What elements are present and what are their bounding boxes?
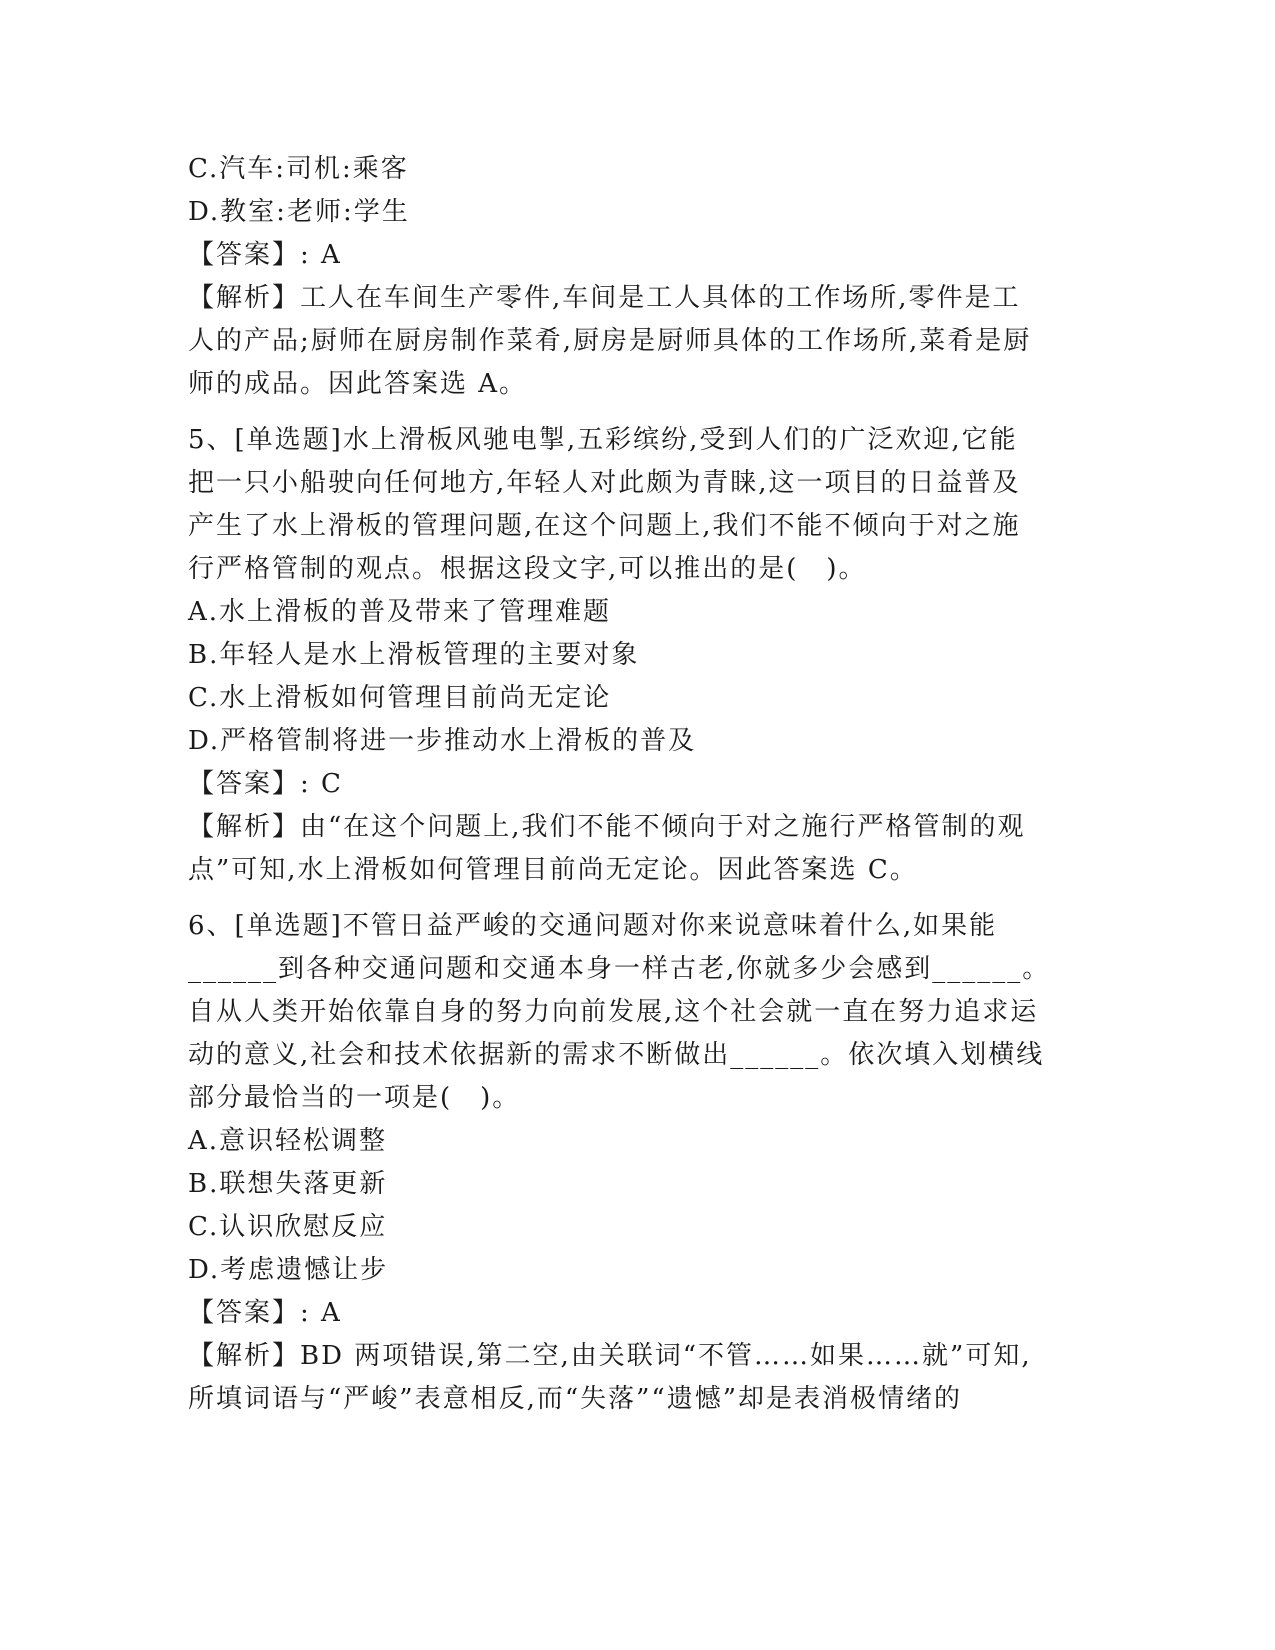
analysis-line: 所填词语与“严峻”表意相反,而“失落”“遗憾”却是表消极情绪的 bbox=[188, 1384, 963, 1414]
question-stem-line: 把一只小船驶向任何地方,年轻人对此颇为青睐,这一项目的日益普及 bbox=[188, 468, 1021, 498]
answer: 【答案】: A bbox=[188, 1298, 342, 1328]
question-stem-line: 6、[单选题]不管日益严峻的交通问题对你来说意味着什么,如果能 bbox=[188, 911, 998, 941]
option-d: D.严格管制将进一步推动水上滑板的普及 bbox=[188, 726, 697, 756]
question-6 bbox=[188, 905, 1088, 1421]
option-a: A.意识轻松调整 bbox=[188, 1126, 388, 1156]
analysis-line: 人的产品;厨师在厨房制作菜肴,厨房是厨师具体的工作场所,菜肴是厨 bbox=[188, 326, 1032, 356]
analysis-line: 【解析】由“在这个问题上,我们不能不倾向于对之施行严格管制的观 bbox=[188, 812, 1026, 842]
question-stem-line: 部分最恰当的一项是( )。 bbox=[188, 1083, 521, 1113]
document-page bbox=[188, 148, 1088, 1421]
analysis-line: 师的成品。因此答案选 A。 bbox=[188, 369, 528, 399]
answer: 【答案】: C bbox=[188, 769, 343, 799]
option-d: D.教室:老师:学生 bbox=[188, 197, 410, 227]
option-b: B.年轻人是水上滑板管理的主要对象 bbox=[188, 640, 640, 670]
analysis-line: 【解析】BD 两项错误,第二空,由关联词“不管……如果……就”可知, bbox=[188, 1341, 1032, 1371]
option-b: B.联想失落更新 bbox=[188, 1169, 388, 1199]
option-c: C.认识欣慰反应 bbox=[188, 1212, 388, 1242]
question-stem-line: 行严格管制的观点。根据这段文字,可以推出的是( )。 bbox=[188, 554, 867, 584]
question-stem-line: 5、[单选题]水上滑板风驰电掣,五彩缤纷,受到人们的广泛欢迎,它能 bbox=[188, 425, 1018, 455]
question-5 bbox=[188, 419, 1088, 892]
option-c: C.水上滑板如何管理目前尚无定论 bbox=[188, 683, 612, 713]
analysis-line: 点”可知,水上滑板如何管理目前尚无定论。因此答案选 C。 bbox=[188, 855, 918, 885]
analysis-line: 【解析】工人在车间生产零件,车间是工人具体的工作场所,零件是工 bbox=[188, 283, 1021, 313]
question-stem-line: 产生了水上滑板的管理问题,在这个问题上,我们不能不倾向于对之施 bbox=[188, 511, 1021, 541]
option-c: C.汽车:司机:乘客 bbox=[188, 154, 409, 184]
prev-question-tail bbox=[188, 148, 1088, 406]
question-stem-line: 动的意义,社会和技术依据新的需求不断做出______。依次填入划横线 bbox=[188, 1040, 1045, 1070]
question-stem-line: ______到各种交通问题和交通本身一样古老,你就多少会感到______。 bbox=[188, 954, 1051, 984]
spacer bbox=[188, 406, 1088, 419]
question-stem-line: 自从人类开始依靠自身的努力向前发展,这个社会就一直在努力追求运 bbox=[188, 997, 1039, 1027]
spacer bbox=[188, 892, 1088, 905]
option-a: A.水上滑板的普及带来了管理难题 bbox=[188, 597, 612, 627]
option-d: D.考虑遗憾让步 bbox=[188, 1255, 389, 1285]
answer: 【答案】: A bbox=[188, 240, 342, 270]
